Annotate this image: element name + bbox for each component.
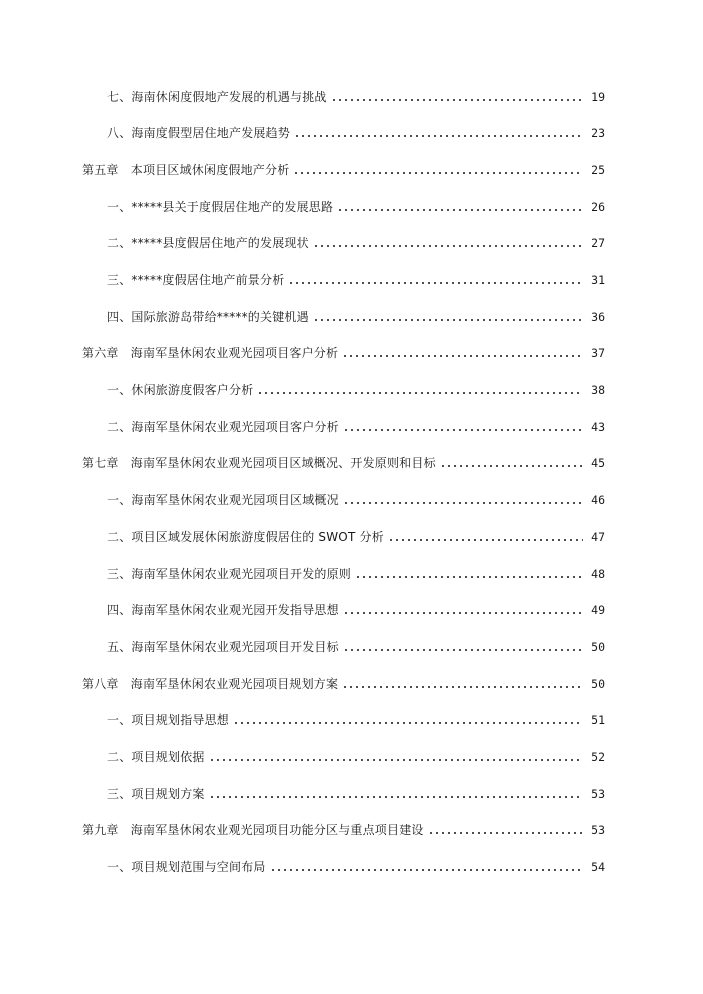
toc-page-number: 23 [591,126,605,140]
toc-entry[interactable] [107,121,605,141]
toc-chapter-entry[interactable] [82,451,605,471]
toc-page-number: 31 [591,273,605,287]
toc-chapter-title: 第九章 海南军垦休闲农业观光园项目功能分区与重点项目建设 [82,823,424,837]
toc-dot-leader [343,500,583,506]
toc-entry-title: 三、*****度假居住地产前景分析 [107,273,285,287]
toc-dot-leader [270,867,583,873]
toc-page-number: 48 [591,567,605,581]
toc-dot-leader [343,610,583,616]
toc-chapter-entry[interactable] [82,158,605,178]
toc-page-number: 25 [591,163,605,177]
toc-page-number: 47 [591,530,605,544]
toc-dot-leader [233,720,583,726]
toc-dot-leader [331,97,583,103]
toc-chapter-entry[interactable] [82,818,605,838]
toc-dot-leader [337,207,583,213]
toc-entry-title: 二、项目区域发展休闲旅游度假居住的 SWOT 分析 [107,530,384,544]
toc-page-number: 36 [591,310,605,324]
toc-entry-title: 三、项目规划方案 [107,787,205,801]
toc-chapter-title: 第七章 海南军垦休闲农业观光园项目区域概况、开发原则和目标 [82,456,436,470]
toc-entry[interactable] [107,598,605,618]
toc-entry-title: 五、海南军垦休闲农业观光园项目开发目标 [107,640,339,654]
toc-dot-leader [293,170,583,176]
toc-dot-leader [288,280,583,286]
toc-dot-leader [257,390,583,396]
toc-entry[interactable] [107,415,605,435]
toc-entry[interactable] [107,562,605,582]
toc-dot-leader [294,133,583,139]
toc-dot-leader [428,830,583,836]
toc-entry[interactable] [107,305,605,325]
toc-page-number: 49 [591,603,605,617]
toc-entry[interactable] [107,85,605,105]
toc-entry-title: 一、*****县关于度假居住地产的发展思路 [107,200,334,214]
toc-page-number: 43 [591,420,605,434]
toc-page-number: 38 [591,383,605,397]
toc-page-number: 27 [591,236,605,250]
toc-dot-leader [342,353,583,359]
toc-dot-leader [209,757,583,763]
toc-entry-title: 二、项目规划依据 [107,750,205,764]
toc-page-number: 53 [591,823,605,837]
toc-entry[interactable] [107,635,605,655]
toc-entry-title: 二、海南军垦休闲农业观光园项目客户分析 [107,420,339,434]
toc-chapter-title: 第五章 本项目区域休闲度假地产分析 [82,163,290,177]
toc-chapter-entry[interactable] [82,341,605,361]
toc-entry[interactable] [107,231,605,251]
toc-dot-leader [342,684,583,690]
toc-entry-title: 七、海南休闲度假地产发展的机遇与挑战 [107,90,327,104]
toc-entry[interactable] [107,708,605,728]
toc-dot-leader [343,647,583,653]
toc-entry-title: 四、海南军垦休闲农业观光园开发指导思想 [107,603,339,617]
toc-page-number: 52 [591,750,605,764]
toc-entry-title: 八、海南度假型居住地产发展趋势 [107,126,291,140]
toc-entry[interactable] [107,195,605,215]
toc-entry-title: 三、海南军垦休闲农业观光园项目开发的原则 [107,567,352,581]
toc-entry[interactable] [107,488,605,508]
toc-chapter-title: 第六章 海南军垦休闲农业观光园项目客户分析 [82,346,339,360]
toc-entry[interactable] [107,745,605,765]
toc-entry[interactable] [107,525,605,545]
toc-entry-title: 一、项目规划范围与空间布局 [107,860,266,874]
toc-chapter-title: 第八章 海南军垦休闲农业观光园项目规划方案 [82,677,339,691]
toc-dot-leader [313,243,583,249]
toc-page-number: 19 [591,90,605,104]
toc-dot-leader [313,317,583,323]
toc-page-number: 53 [591,787,605,801]
toc-page-number: 26 [591,200,605,214]
toc-page-number: 54 [591,860,605,874]
toc-entry-title: 一、海南军垦休闲农业观光园项目区域概况 [107,493,339,507]
toc-entry[interactable] [107,268,605,288]
toc-entry-title: 二、*****县度假居住地产的发展现状 [107,236,309,250]
toc-chapter-entry[interactable] [82,672,605,692]
toc-page-number: 37 [591,346,605,360]
toc-entry[interactable] [107,855,605,875]
toc-page-number: 46 [591,493,605,507]
toc-entry[interactable] [107,782,605,802]
toc-entry-title: 一、项目规划指导思想 [107,713,230,727]
toc-dot-leader [209,794,583,800]
toc-page-number: 50 [591,677,605,691]
toc-entry[interactable] [107,378,605,398]
toc-entry-title: 四、国际旅游岛带给*****的关键机遇 [107,310,309,324]
toc-dot-leader [343,427,583,433]
toc-page-number: 45 [591,456,605,470]
toc-dot-leader [388,537,583,543]
toc-dot-leader [440,463,583,469]
toc-dot-leader [355,574,583,580]
toc-page-number: 51 [591,713,605,727]
toc-page-number: 50 [591,640,605,654]
toc-entry-title: 一、休闲旅游度假客户分析 [107,383,254,397]
